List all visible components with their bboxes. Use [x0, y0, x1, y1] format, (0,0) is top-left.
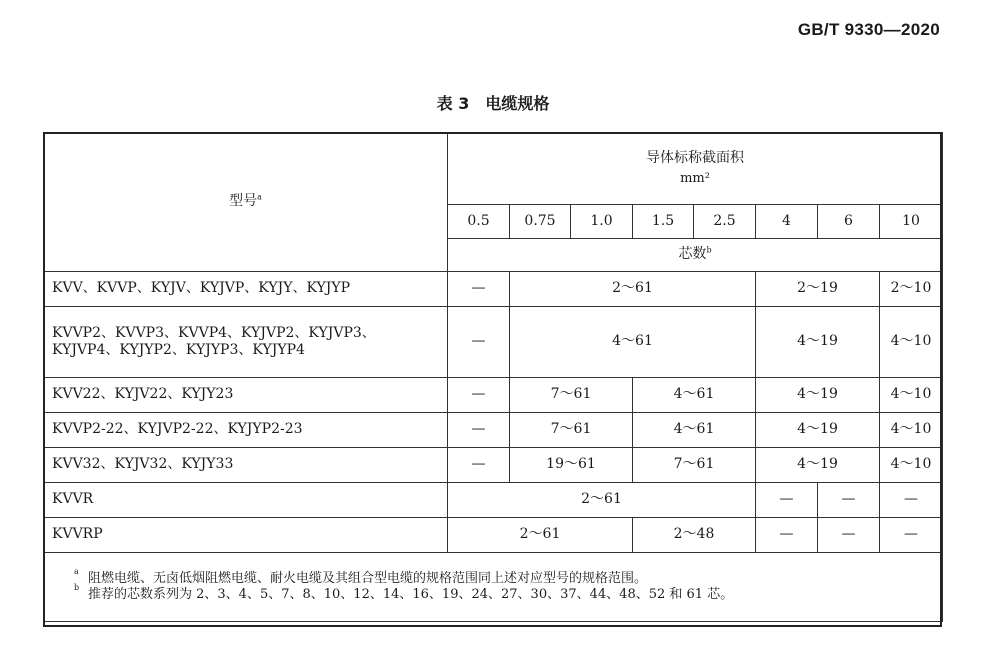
footnote-b-text: 推荐的芯数系列为 2、3、4、5、7、8、10、12、14、16、19、24、27、30、37、44、48、52 和 61 芯。	[88, 587, 734, 602]
value-cell: —	[448, 448, 510, 483]
model-header: 型号	[229, 193, 258, 210]
footnote-a-mark: a	[74, 566, 79, 576]
model-text: KVVP2、KVVP3、KVVP4、KYJVP2、KYJVP3、KYJVP4、KYJYP2、KYJYP3、KYJYP4	[52, 324, 376, 358]
value-cell: 7～61	[510, 378, 633, 413]
size-cell: 6	[818, 205, 880, 239]
value-cell: —	[880, 483, 943, 518]
value-cell: 2～61	[448, 518, 633, 553]
value-cell: 2～19	[756, 272, 880, 307]
cores-header-note-mark: b	[706, 245, 712, 255]
value-cell: 2～61	[448, 483, 756, 518]
value-cell: 4～19	[756, 378, 880, 413]
size-cell: 1.5	[633, 205, 694, 239]
table-title: 表 3 电缆规格	[436, 94, 550, 113]
value-cell: 4～19	[756, 448, 880, 483]
model-header-note-mark: a	[257, 192, 262, 202]
footnote-a-text: 阻燃电缆、无卤低烟阻燃电缆、耐火电缆及其组合型电缆的规格范围同上述对应型号的规格范围。	[88, 570, 648, 586]
model-cell: KVV、KVVP、KYJV、KYJVP、KYJY、KYJYP	[44, 272, 448, 307]
size-cell: 1.0	[571, 205, 633, 239]
size-cell: 2.5	[694, 205, 756, 239]
value-cell: 19～61	[510, 448, 633, 483]
value-cell: 4～61	[633, 413, 756, 448]
model-cell: KVV22、KYJV22、KYJY23	[44, 378, 448, 413]
table-outer-border	[43, 132, 942, 627]
value-cell: —	[818, 483, 880, 518]
model-cell: KVV32、KYJV32、KYJY33	[44, 448, 448, 483]
value-cell: —	[448, 413, 510, 448]
value-cell: 2～10	[880, 272, 943, 307]
size-cell: 4	[756, 205, 818, 239]
model-cell: KVVR	[44, 483, 448, 518]
model-cell: KVVP2-22、KYJVP2-22、KYJYP2-23	[44, 413, 448, 448]
value-cell: 4～19	[756, 413, 880, 448]
value-cell: 7～61	[633, 448, 756, 483]
value-cell: 4～10	[880, 413, 943, 448]
value-cell: —	[448, 307, 510, 378]
value-cell: 2～48	[633, 518, 756, 553]
value-cell: 4～10	[880, 307, 943, 378]
size-cell: 10	[880, 205, 943, 239]
model-cell: KVVRP	[44, 518, 448, 553]
footnote-b-mark: b	[74, 583, 80, 592]
value-cell: —	[448, 378, 510, 413]
value-cell: 4～10	[880, 378, 943, 413]
value-cell: —	[880, 518, 943, 553]
value-cell: 4～10	[880, 448, 943, 483]
value-cell: 7～61	[510, 413, 633, 448]
standard-code: GB/T 9330—2020	[797, 20, 940, 39]
value-cell: —	[818, 518, 880, 553]
area-header-unit: mm²	[680, 171, 710, 187]
area-header-title: 导体标称截面积	[646, 149, 744, 166]
size-cell: 0.5	[448, 205, 510, 239]
size-cell: 0.75	[510, 205, 571, 239]
value-cell: —	[756, 483, 818, 518]
value-cell: —	[756, 518, 818, 553]
value-cell: 4～19	[756, 307, 880, 378]
value-cell: —	[448, 272, 510, 307]
value-cell: 4～61	[633, 378, 756, 413]
value-cell: 2～61	[510, 272, 756, 307]
cores-header: 芯数	[678, 246, 707, 263]
value-cell: 4～61	[510, 307, 756, 378]
